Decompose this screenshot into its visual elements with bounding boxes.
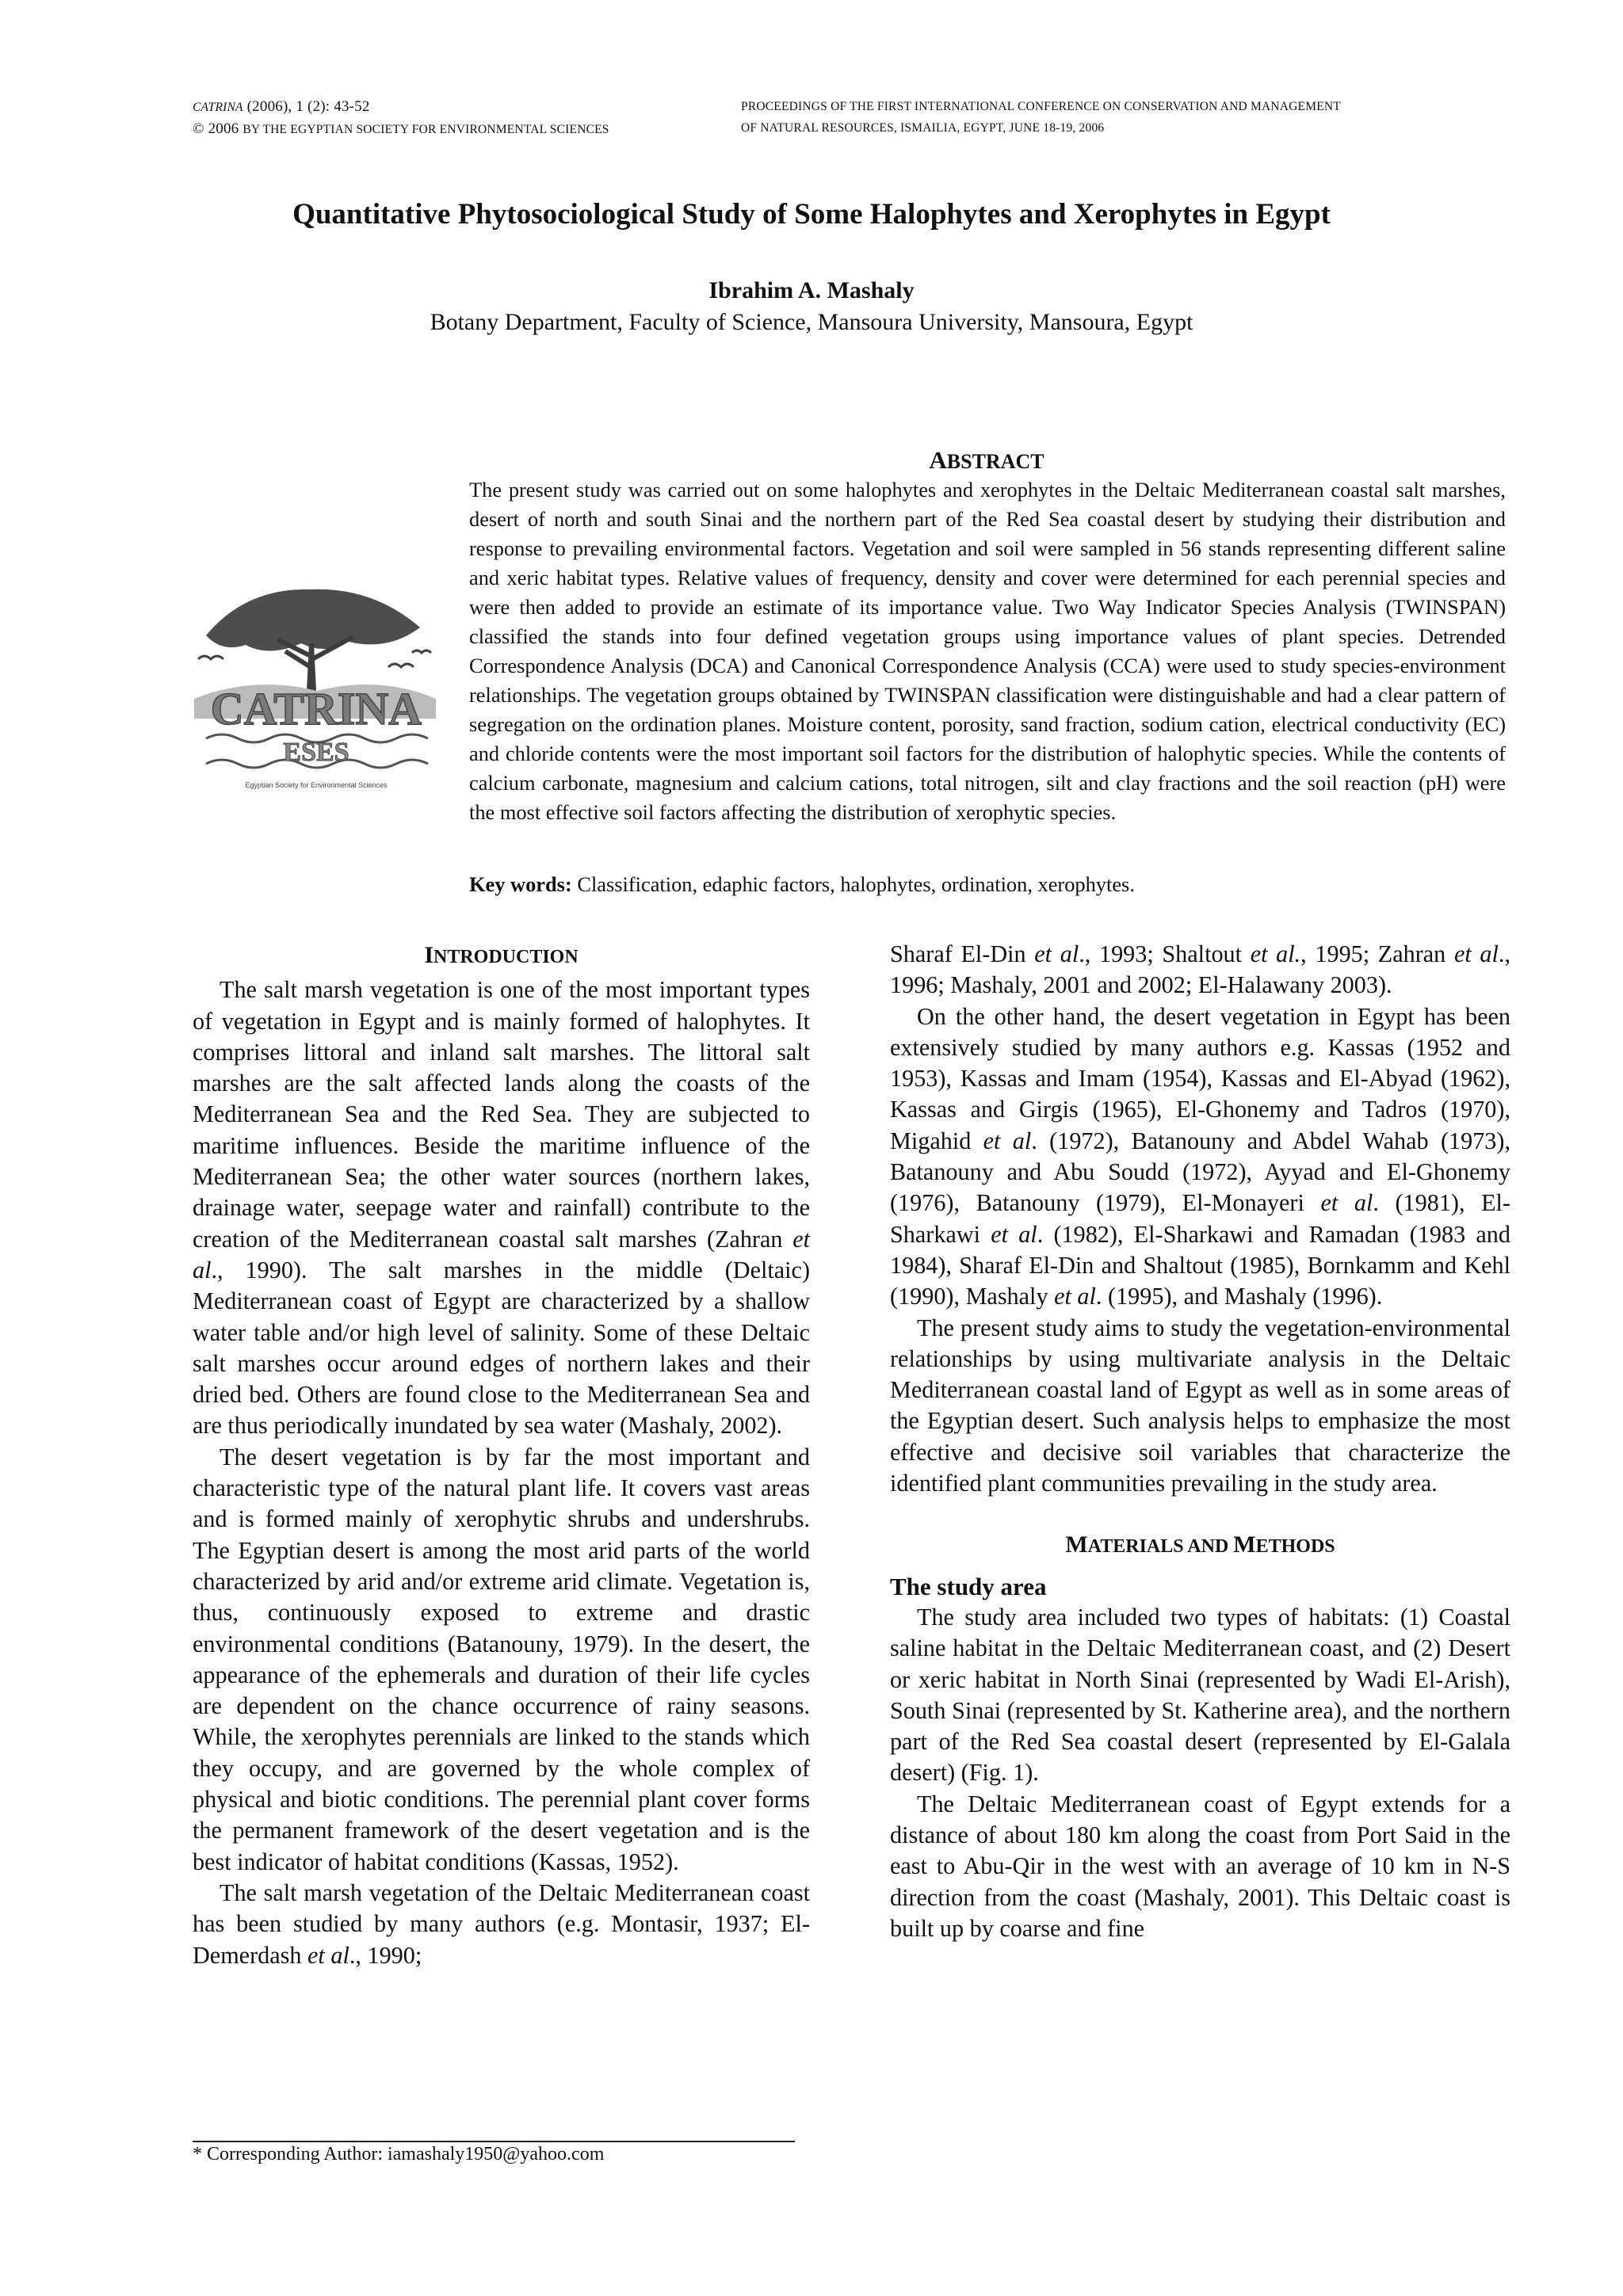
citation-line [193, 96, 609, 118]
proceedings-line-1: PROCEEDINGS OF THE FIRST INTERNATIONAL CONFERENCE ON CONSERVATION AND MANAGEMENT [741, 100, 1341, 113]
intro-paragraph-3-continued [890, 939, 1510, 1001]
introduction-heading [193, 940, 810, 973]
copyright-line [193, 118, 609, 140]
methods-heading [890, 1529, 1510, 1562]
abstract-heading [468, 446, 1506, 475]
author-name: Ibrahim A. Mashaly [708, 277, 915, 303]
left-column [193, 940, 810, 1971]
methods-heading-rest-1: ATERIALS AND [1087, 1536, 1234, 1558]
p4-etal-2: et al [1320, 1189, 1373, 1217]
intro-p3-text: The salt marsh vegetation of the Deltaic Mediterranean coast has been studied by many authors (e.g. Montasir, 1937; El-Demerdash [193, 1878, 810, 1969]
intro-paragraph-2: The desert vegetation is by far the most important and characteristic type of the natural plant life. It covers vast areas and is formed mainly of xerophytic shrubs and undershrubs. The Egyptian desert is among the most arid parts of the world characterized by arid and/or extreme arid climate. Vegetation is, thus, continuously exposed to extreme and drastic environmental conditions (Batanouny, 1979). In the desert, the appearance of the ephemerals and duration of their life cycles are dependent on the chance occurrence of rainy seasons. While, the xerophytes perennials are linked to the stands which they occupy, and are governed by the whole complex of physical and biotic conditions. The perennial plant cover forms the permanent framework of the desert vegetation and is the best indicator of habitat conditions (Kassas, 1952). [193, 1443, 810, 1875]
keywords-list: Classification, edaphic factors, halophytes, ordination, xerophytes. [571, 872, 1135, 896]
running-header-right [741, 96, 1341, 139]
copyright-text: BY THE EGYPTIAN SOCIETY FOR ENVIRONMENTAL SCIENCES [242, 123, 609, 136]
p4-c: . (1981), El-Sharkawi [890, 1189, 1510, 1248]
p4-d: . (1982), El-Sharkawi and Ramadan (1983 and 1984), Sharaf El-Din and Shaltout (1985), Bornkamm and Kehl (1990), Mashaly [890, 1220, 1510, 1310]
keywords-label: Key words: [469, 872, 572, 896]
proceedings-line-2: OF NATURAL RESOURCES, ISMAILIA, EGYPT, JUNE 18-19, 2006 [741, 121, 1105, 135]
intro-paragraph-3 [193, 1878, 810, 1971]
ref-etal-2: et al. [1250, 940, 1301, 967]
intro-paragraph-5: The present study aims to study the vegetation-environmental relationships by using multivariate analysis in the Deltaic Mediterranean coastal land of Egypt as well as in some areas of the Egyptian desert. Such analysis helps to emphasize the most effective and decisive soil variables that characterize the identified plant communities prevailing in the study area. [890, 1314, 1510, 1497]
ref-text-d: ., 1996; Mashaly, 2001 and 2002; El-Halawany 2003). [890, 940, 1510, 999]
ref-etal-3: et al [1453, 940, 1499, 967]
p4-etal-4: et al [1054, 1283, 1096, 1310]
catrina-logo [190, 580, 442, 802]
p4-b: . (1972), Batanouny and Abdel Wahab (1973), Batanouny and Abu Soudd (1972), Ayyad and El-Ghonemy (1976), Batanouny (1979), El-Monayeri [890, 1127, 1510, 1217]
methods-heading-rest-2: ETHODS [1255, 1536, 1335, 1558]
paper-title: Quantitative Phytosociological Study of Some Halophytes and Xerophytes in Egypt [292, 198, 1331, 231]
intro-p1-end: ., 1990). The salt marshes in the middle (Deltaic) Mediterranean coast of Egypt are characterized by a shallow water table and/or high level of salinity. Some of these Deltaic salt marshes occur around edges of northern lakes and their dried bed. Others are found close to the Mediterranean Sea and are thus periodically inundated by sea water (Mashaly, 2002). [193, 1256, 810, 1440]
intro-p3-etal: et al [307, 1941, 349, 1969]
intro-p1-etal: et al [193, 1225, 810, 1283]
intro-heading-rest: NTRODUCTION [433, 947, 579, 967]
footnote-rule [193, 2141, 795, 2142]
abstract-heading-rest: BSTRACT [946, 450, 1044, 473]
citation: (2006), 1 (2): 43-52 [242, 98, 370, 115]
methods-paragraph-1: The study area included two types of habitats: (1) Coastal saline habitat in the Deltaic Mediterranean coast, and (2) Desert or xeric habitat in North Sinai (represented by Wadi El-Arish), South Sinai (represented by St. Katherine area), and the northern part of the Red Sea coastal desert (represented by El-Galala desert) (Fig. 1). [890, 1603, 1510, 1787]
author-affiliation: Botany Department, Faculty of Science, Mansoura University, Mansoura, Egypt [430, 309, 1193, 335]
p4-a: On the other hand, the desert vegetation in Egypt has been extensively studied by many authors e.g. Kassas (1952 and 1953), Kassas and Imam (1954), Kassas and El-Abyad (1962), Kassas and Girgis (1965), El-Ghonemy and Tadros (1970), Migahid [890, 1002, 1510, 1154]
keywords [469, 870, 1506, 899]
study-area-subheading: The study area [890, 1572, 1047, 1600]
ref-etal-1: et al [1034, 940, 1079, 967]
journal-name: CATRINA [193, 101, 243, 114]
ref-text-b: ., 1993; Shaltout [1079, 940, 1251, 967]
ref-text-a: Sharaf El-Din [890, 940, 1035, 967]
intro-paragraph-1 [193, 974, 810, 1441]
logo-caption: Egyptian Society for Environmental Sciences [245, 781, 388, 789]
methods-paragraph-2: The Deltaic Mediterranean coast of Egypt extends for a distance of about 180 km along the coast from Port Said in the east to Abu-Qir in the west with an average of 10 km in N-S direction from the coast (Mashaly, 2001). This Deltaic coast is built up by coarse and fine [890, 1790, 1510, 1942]
methods-heading-initial-2: M [1233, 1531, 1256, 1558]
logo-text: CATRINA [210, 683, 422, 734]
abstract-heading-initial: A [929, 446, 947, 474]
logo-subtext: ESES [283, 738, 349, 767]
p4-e: . (1995), and Mashaly (1996). [1095, 1283, 1383, 1310]
p4-etal-3: et al [991, 1220, 1037, 1248]
intro-p1-text: The salt marsh vegetation is one of the most important types of vegetation in Egypt and is mainly formed of halophytes. It comprises littoral and inland salt marshes. The littoral salt marshes are the salt affected lands along the coasts of the Mediterranean Sea and the Red Sea. They are subjected to maritime influences. Beside the maritime influence of the Mediterranean Sea; the other water sources (northern lakes, drainage water, seepage water and rainfall) contribute to the creation of the Mediterranean coastal salt marshes (Zahran [193, 976, 810, 1253]
right-column [890, 939, 1510, 1944]
copyright-symbol: © 2006 [193, 120, 243, 137]
running-header-left [193, 96, 609, 140]
intro-heading-initial: I [424, 942, 433, 968]
footnote: * Corresponding Author: iamashaly1950@yahoo.com [193, 2144, 605, 2164]
methods-heading-initial: M [1065, 1531, 1088, 1558]
ref-text-c: , 1995; Zahran [1300, 940, 1454, 967]
p4-etal-1: et al [983, 1127, 1032, 1154]
intro-paragraph-4 [890, 1001, 1510, 1313]
intro-p3-end: ., 1990; [349, 1941, 422, 1969]
abstract-text: The present study was carried out on some halophytes and xerophytes in the Deltaic Mediterranean coastal salt marshes, desert of north and south Sinai and the northern part of the Red Sea coastal desert by studying their distribution and response to prevailing environmental factors. Vegetation and soil were sampled in 56 stands representing different saline and xeric habitat types. Relative values of frequency, density and cover were determined for each perennial species and were then added to provide an estimate of its importance value. Two Way Indicator Species Analysis (TWINSPAN) classified the stands into four defined vegetation groups using importance values of plant species. Detrended Correspondence Analysis (DCA) and Canonical Correspondence Analysis (CCA) were used to study species-environment relationships. The vegetation groups obtained by TWINSPAN classification were distinguishable and had a clear pattern of segregation on the ordination planes. Moisture content, porosity, sand fraction, sodium cation, electrical conductivity (EC) and chloride contents were the most important soil factors for the distribution of halophytic species. While the contents of calcium carbonate, magnesium and calcium cations, total nitrogen, silt and clay fractions and the soil reaction (pH) were the most effective soil factors affecting the distribution of xerophytic species. [469, 478, 1506, 824]
